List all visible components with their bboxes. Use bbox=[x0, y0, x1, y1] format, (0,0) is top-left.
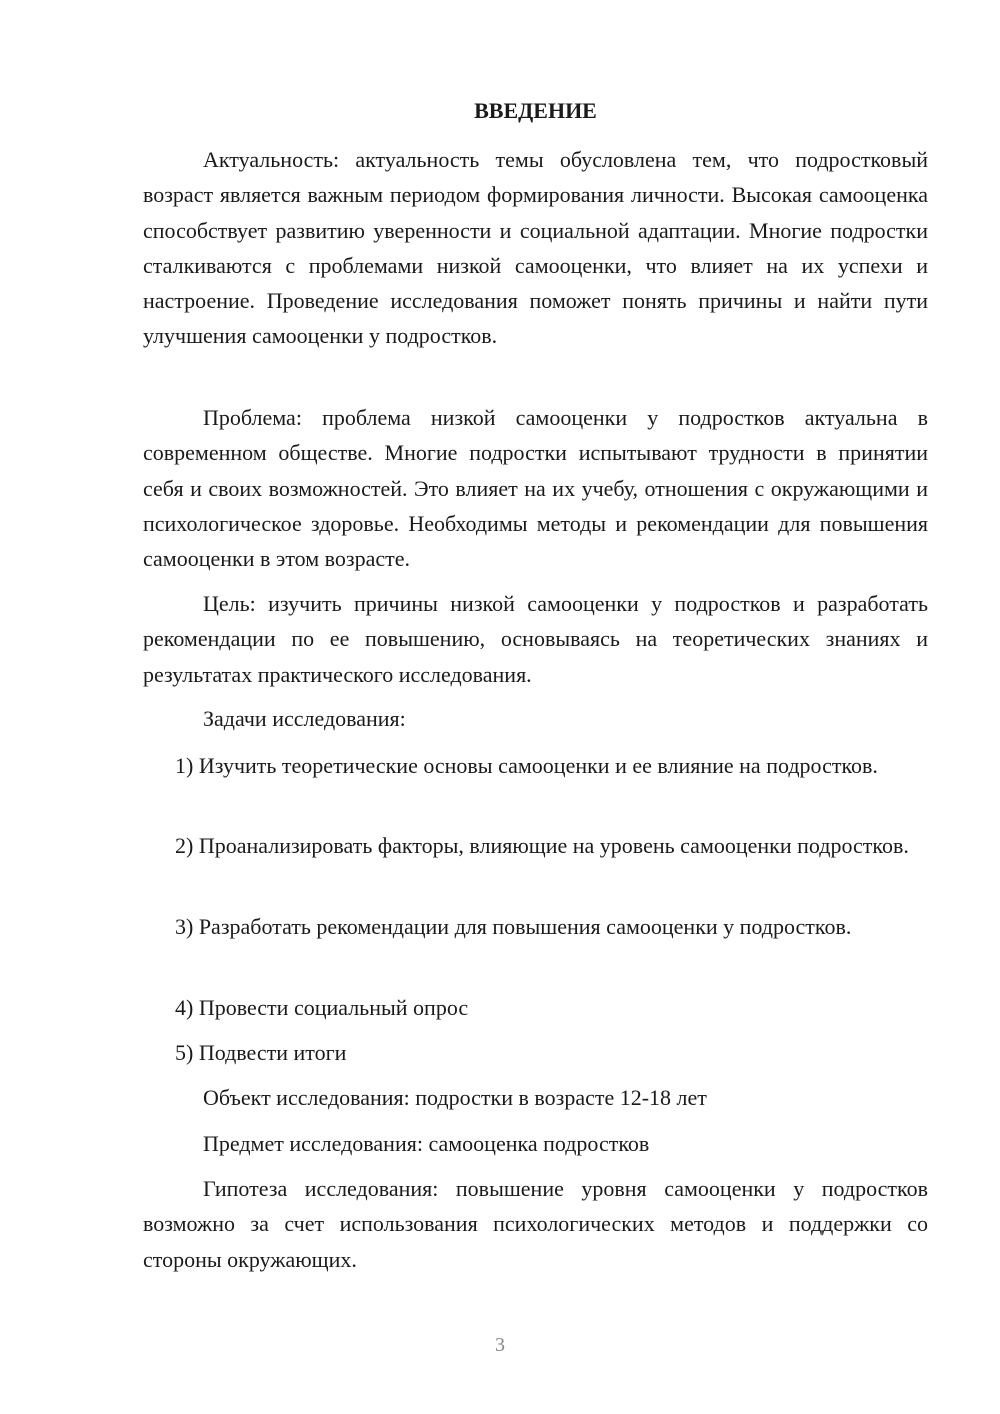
object-paragraph: Объект исследования: подростки в возрасте 12-18 лет bbox=[203, 1085, 707, 1110]
hypothesis-paragraph: Гипотеза исследования: повышение уровня самооценки у подростков возможно за счет использования психологических методов и поддержки со стороны окружающих. bbox=[143, 1176, 928, 1272]
list-item: 2) Проанализировать факторы, влияющие на уровень самооценки подростков. bbox=[175, 833, 909, 858]
subject-paragraph: Предмет исследования: самооценка подростков bbox=[203, 1131, 650, 1156]
problem-paragraph: Проблема: проблема низкой самооценки у подростков актуальна в современном обществе. Многие подростки испытывают трудности в принятии себя и своих возможностей. Это влияет на их учебу, отношения с окружающими и психологическое здоровье. Необходимы методы и рекомендации для повышения самооценки в этом возрасте. bbox=[143, 405, 928, 572]
page-number: 3 bbox=[495, 1334, 505, 1356]
relevance-paragraph: Актуальность: актуальность темы обусловлена тем, что подростковый возраст является важным периодом формирования личности. Высокая самооценка способствует развитию уверенности и социальной адаптации. Многие подростки сталкиваются с проблемами низкой самооценки, что влияет на их успехи и настроение. Проведение исследования поможет понять причины и найти пути улучшения самооценки у подростков. bbox=[143, 147, 928, 349]
tasks-title: Задачи исследования: bbox=[203, 706, 406, 731]
goal-paragraph: Цель: изучить причины низкой самооценки у подростков и разработать рекомендации по ее повышению, основываясь на теоретических знаниях и результатах практического исследования. bbox=[143, 591, 928, 687]
list-item: 3) Разработать рекомендации для повышения самооценки у подростков. bbox=[175, 914, 852, 939]
page-title: ВВЕДЕНИЕ bbox=[474, 98, 597, 123]
list-item: 5) Подвести итоги bbox=[175, 1040, 347, 1065]
list-item: 4) Провести социальный опрос bbox=[175, 995, 469, 1020]
list-item: 1) Изучить теоретические основы самооценки и ее влияние на подростков. bbox=[175, 753, 878, 778]
